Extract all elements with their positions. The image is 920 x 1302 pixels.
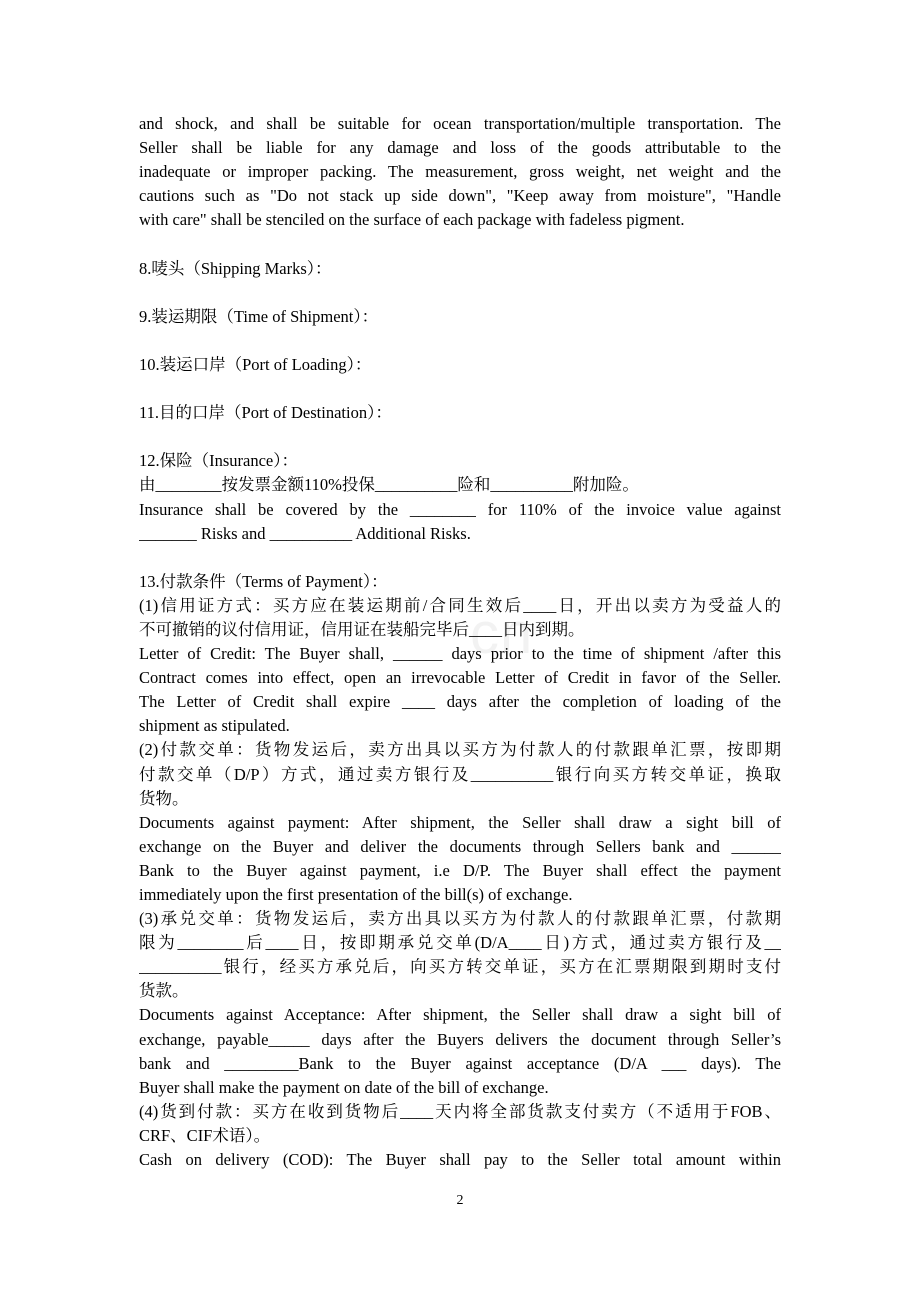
packing-line-5: with care" shall be stenciled on the surface of each package with fadeless pigment. xyxy=(139,210,685,230)
watermark: cn xyxy=(470,601,534,666)
cod-zh-line-2: CRF、CIF术语）。 xyxy=(139,1125,271,1145)
lc-en-line-2: Contract comes into effect, open an irrevocable Letter of Credit in favor of the Seller. xyxy=(139,668,781,688)
clause-9-time-of-shipment: 9.装运期限（Time of Shipment）： xyxy=(139,306,379,326)
da-en-line-1: Documents against Acceptance: After shipment, the Seller shall draw a sight bill of xyxy=(139,1005,781,1025)
page-number: 2 xyxy=(456,1193,464,1208)
da-zh-line-3: __________银行，经买方承兑后，向买方转交单证，买方在汇票期限到期时支付 xyxy=(139,957,781,977)
da-en-line-2: exchange, payable_____ days after the Buyers delivers the document through Seller’s xyxy=(139,1029,781,1049)
insurance-en-line-2: _______ Risks and __________ Additional Risks. xyxy=(139,523,471,543)
dp-en-line-2: exchange on the Buyer and deliver the documents through Sellers bank and ______ xyxy=(139,836,781,856)
dp-zh-line-3: 货物。 xyxy=(139,788,189,808)
document-page xyxy=(139,112,781,1172)
lc-zh-line-1: (1)信用证方式：买方应在装运期前/合同生效后____日，开出以卖方为受益人的 xyxy=(139,595,781,615)
clause-8-shipping-marks: 8.唛头（Shipping Marks）： xyxy=(139,258,332,278)
dp-zh-line-1: (2)付款交单：货物发运后，卖方出具以买方为付款人的付款跟单汇票，按即期 xyxy=(139,740,781,760)
clause-10-port-of-loading: 10.装运口岸（Port of Loading）： xyxy=(139,354,372,374)
packing-line-3: inadequate or improper packing. The measurement, gross weight, net weight and the xyxy=(139,162,781,182)
da-zh-line-2: 限为________后____日，按即期承兑交单(D/A____日)方式，通过卖方银行及__ xyxy=(139,933,781,953)
da-zh-line-4: 货款。 xyxy=(139,981,189,1001)
lc-en-line-4: shipment as stipulated. xyxy=(139,716,290,736)
clause-12-insurance: 12.保险（Insurance）： xyxy=(139,451,299,471)
lc-zh-line-2: 不可撤销的议付信用证，信用证在装船完毕后____日内到期。 xyxy=(139,619,585,639)
clause-11-port-of-destination: 11.目的口岸（Port of Destination）： xyxy=(139,403,392,423)
packing-line-1: and shock, and shall be suitable for ocean transportation/multiple transportation. The xyxy=(139,114,781,133)
da-zh-line-1: (3)承兑交单：货物发运后，卖方出具以买方为付款人的付款跟单汇票，付款期 xyxy=(139,909,781,929)
da-en-line-3: bank and _________Bank to the Buyer against acceptance (D/A ___ days). The xyxy=(139,1053,781,1073)
lc-en-line-3: The Letter of Credit shall expire ____ days after the completion of loading of the xyxy=(139,692,781,712)
lc-en-line-1: Letter of Credit: The Buyer shall, ______ days prior to the time of shipment /after this xyxy=(139,644,781,664)
packing-line-2: Seller shall be liable for any damage and loss of the goods attributable to the xyxy=(139,138,781,158)
insurance-zh: 由________按发票金额110%投保__________险和__________附加险。 xyxy=(139,475,639,495)
dp-en-line-3: Bank to the Buyer against payment, i.e D/P. The Buyer shall effect the payment xyxy=(139,860,781,880)
dp-zh-line-2: 付款交单（D/P）方式，通过卖方银行及__________银行向买方转交单证，换取 xyxy=(139,764,781,784)
dp-en-line-1: Documents against payment: After shipment, the Seller shall draw a sight bill of xyxy=(139,812,781,832)
cod-zh-line-1: (4)货到付款：买方在收到货物后____天内将全部货款支付卖方（不适用于FOB、 xyxy=(139,1101,781,1121)
packing-line-4: cautions such as "Do not stack up side down", "Keep away from moisture", "Handle xyxy=(139,186,781,206)
da-en-line-4: Buyer shall make the payment on date of the bill of exchange. xyxy=(139,1077,549,1097)
clause-13-terms-of-payment: 13.付款条件（Terms of Payment）： xyxy=(139,571,388,591)
dp-en-line-4: immediately upon the first presentation of the bill(s) of exchange. xyxy=(139,885,573,904)
cod-en-line-1: Cash on delivery (COD): The Buyer shall pay to the Seller total amount within xyxy=(139,1150,781,1170)
insurance-en-line-1: Insurance shall be covered by the ________ for 110% of the invoice value against xyxy=(139,499,781,519)
